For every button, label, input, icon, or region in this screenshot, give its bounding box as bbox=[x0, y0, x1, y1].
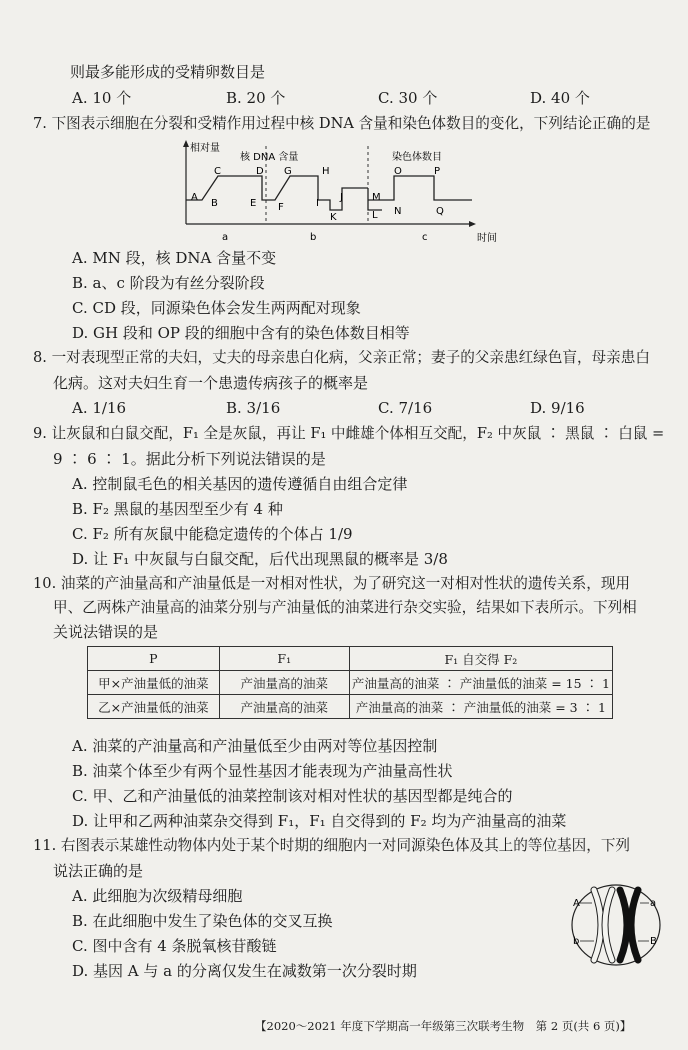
table-header-f2: F₁ 自交得 F₂ bbox=[349, 647, 612, 671]
y-axis-label: 相对量 bbox=[190, 143, 220, 154]
q9-stem-line1: 9. 让灰鼠和白鼠交配，F₁ 全是灰鼠，再让 F₁ 中雌雄个体相互交配，F₂ 中灰鼠 ∶ 黑鼠 ∶ 白鼠 = bbox=[33, 425, 665, 442]
q8-option-d: D. 9/16 bbox=[530, 399, 585, 417]
q10-stem-line2: 甲、乙两株产油量高的油菜分别与产油量低的油菜进行杂交实验，结果如下表所示。下列相 bbox=[53, 599, 637, 616]
point-d: D bbox=[256, 166, 264, 177]
q6-option-a: A. 10 个 bbox=[72, 89, 132, 107]
table-cell: 产油量高的油菜 bbox=[219, 671, 349, 695]
q6-option-c: C. 30 个 bbox=[378, 89, 438, 107]
q6-option-d: D. 40 个 bbox=[530, 89, 590, 107]
segment-b: b bbox=[310, 232, 317, 243]
table-header-f1: F₁ bbox=[219, 647, 349, 671]
gene-label-a: a bbox=[650, 898, 657, 909]
point-e: E bbox=[250, 198, 257, 209]
point-o: O bbox=[394, 166, 402, 177]
q8-option-c: C. 7/16 bbox=[378, 399, 433, 417]
point-k: K bbox=[330, 212, 337, 223]
table-cell: 甲×产油量低的油菜 bbox=[88, 671, 220, 695]
table-cell: 产油量高的油菜 ∶ 产油量低的油菜 = 3 ∶ 1 bbox=[349, 695, 612, 719]
chromosome-label: 染色体数目 bbox=[392, 152, 442, 163]
q9-option-d: D. 让 F₁ 中灰鼠与白鼠交配，后代出现黑鼠的概率是 3/8 bbox=[72, 550, 448, 568]
q10-stem-line1: 10. 油菜的产油量高和产油量低是一对相对性状，为了研究这一对相对性状的遗传关系，现用 bbox=[33, 575, 631, 592]
point-a: A bbox=[191, 192, 198, 203]
q10-results-table bbox=[87, 646, 613, 719]
q8-stem-line2: 化病。这对夫妇生育一个患遗传病孩子的概率是 bbox=[53, 374, 369, 392]
q8-option-b: B. 3/16 bbox=[226, 399, 281, 417]
q8-option-a: A. 1/16 bbox=[72, 399, 127, 417]
table-cell: 产油量高的油菜 bbox=[219, 695, 349, 719]
point-h: H bbox=[322, 166, 330, 177]
q11-stem-line2: 说法正确的是 bbox=[53, 862, 144, 880]
q11-option-d: D. 基因 A 与 a 的分离仅发生在减数第一次分裂时期 bbox=[72, 962, 417, 980]
point-g: G bbox=[284, 166, 292, 177]
segment-a: a bbox=[222, 232, 229, 243]
q7-figure bbox=[172, 140, 512, 250]
q6-stem-tail: 则最多能形成的受精卵数目是 bbox=[70, 63, 266, 81]
q11-option-b: B. 在此细胞中发生了染色体的交叉互换 bbox=[72, 912, 333, 930]
q8-stem-line1: 8. 一对表现型正常的夫妇，丈夫的母亲患白化病，父亲正常；妻子的父亲患红绿色盲，母亲患白 bbox=[33, 349, 650, 366]
x-axis-arrow-icon bbox=[469, 221, 476, 227]
q11-chromosome-figure bbox=[568, 880, 664, 970]
point-i: I bbox=[316, 198, 319, 209]
q10-stem-line3: 关说法错误的是 bbox=[53, 623, 159, 641]
q10-option-c: C. 甲、乙和产油量低的油菜控制该对相对性状的基因型都是纯合的 bbox=[72, 787, 513, 805]
gene-label-A: A bbox=[573, 898, 580, 909]
table-header-p: P bbox=[88, 647, 220, 671]
chromosome-right-a bbox=[620, 890, 627, 960]
gene-label-B: B bbox=[650, 936, 657, 947]
dna-label: 核 DNA 含量 bbox=[240, 152, 299, 163]
point-j: J bbox=[340, 192, 343, 203]
q7-option-a: A. MN 段，核 DNA 含量不变 bbox=[72, 249, 277, 267]
q9-option-c: C. F₂ 所有灰鼠中能稳定遗传的个体占 1/9 bbox=[72, 525, 353, 543]
table-cell: 产油量高的油菜 ∶ 产油量低的油菜 = 15 ∶ 1 bbox=[349, 671, 612, 695]
point-b: B bbox=[211, 198, 218, 209]
q11-option-c: C. 图中含有 4 条脱氧核苷酸链 bbox=[72, 937, 277, 955]
y-axis-arrow-icon bbox=[183, 140, 189, 147]
point-f: F bbox=[278, 202, 284, 213]
page-footer: 【2020～2021 年度下学期高一年级第三次联考生物 第 2 页(共 6 页)】 bbox=[255, 1019, 632, 1033]
table-header-row bbox=[88, 647, 613, 671]
q10-option-a: A. 油菜的产油量高和产油量低至少由两对等位基因控制 bbox=[72, 737, 438, 755]
chromosome-right-b bbox=[631, 890, 638, 960]
cell-outline bbox=[572, 885, 660, 965]
chromosome-curve bbox=[368, 176, 472, 200]
point-c: C bbox=[214, 166, 221, 177]
table-cell: 乙×产油量低的油菜 bbox=[88, 695, 220, 719]
table-row bbox=[88, 695, 613, 719]
q9-option-a: A. 控制鼠毛色的相关基因的遗传遵循自由组合定律 bbox=[72, 475, 408, 493]
q11-option-a: A. 此细胞为次级精母细胞 bbox=[72, 887, 243, 905]
table-row bbox=[88, 671, 613, 695]
q7-option-d: D. GH 段和 OP 段的细胞中含有的染色体数目相等 bbox=[72, 324, 410, 342]
point-q: Q bbox=[436, 206, 444, 217]
x-axis-label: 时间 bbox=[477, 233, 497, 244]
segment-c: c bbox=[422, 232, 428, 243]
q9-option-b: B. F₂ 黑鼠的基因型至少有 4 种 bbox=[72, 500, 283, 518]
point-n: N bbox=[394, 206, 402, 217]
q7-stem: 7. 下图表示细胞在分裂和受精作用过程中核 DNA 含量和染色体数目的变化，下列结论正确的是 bbox=[33, 115, 651, 132]
q10-option-b: B. 油菜个体至少有两个显性基因才能表现为产油量高性状 bbox=[72, 762, 453, 780]
q6-option-b: B. 20 个 bbox=[226, 89, 286, 107]
q7-option-c: C. CD 段，同源染色体会发生两两配对现象 bbox=[72, 299, 361, 317]
q9-stem-line2: 9 ∶ 6 ∶ 1。据此分析下列说法错误的是 bbox=[53, 450, 326, 468]
q7-option-b: B. a、c 阶段为有丝分裂阶段 bbox=[72, 274, 265, 292]
point-p: P bbox=[434, 166, 441, 177]
q10-option-d: D. 让甲和乙两种油菜杂交得到 F₁，F₁ 自交得到的 F₂ 均为产油量高的油菜 bbox=[72, 812, 567, 830]
point-m: M bbox=[372, 192, 381, 203]
q11-stem-line1: 11. 右图表示某雄性动物体内处于某个时期的细胞内一对同源染色体及其上的等位基因，下列 bbox=[33, 837, 631, 854]
point-l: L bbox=[372, 210, 378, 221]
gene-label-b: b bbox=[573, 936, 580, 947]
